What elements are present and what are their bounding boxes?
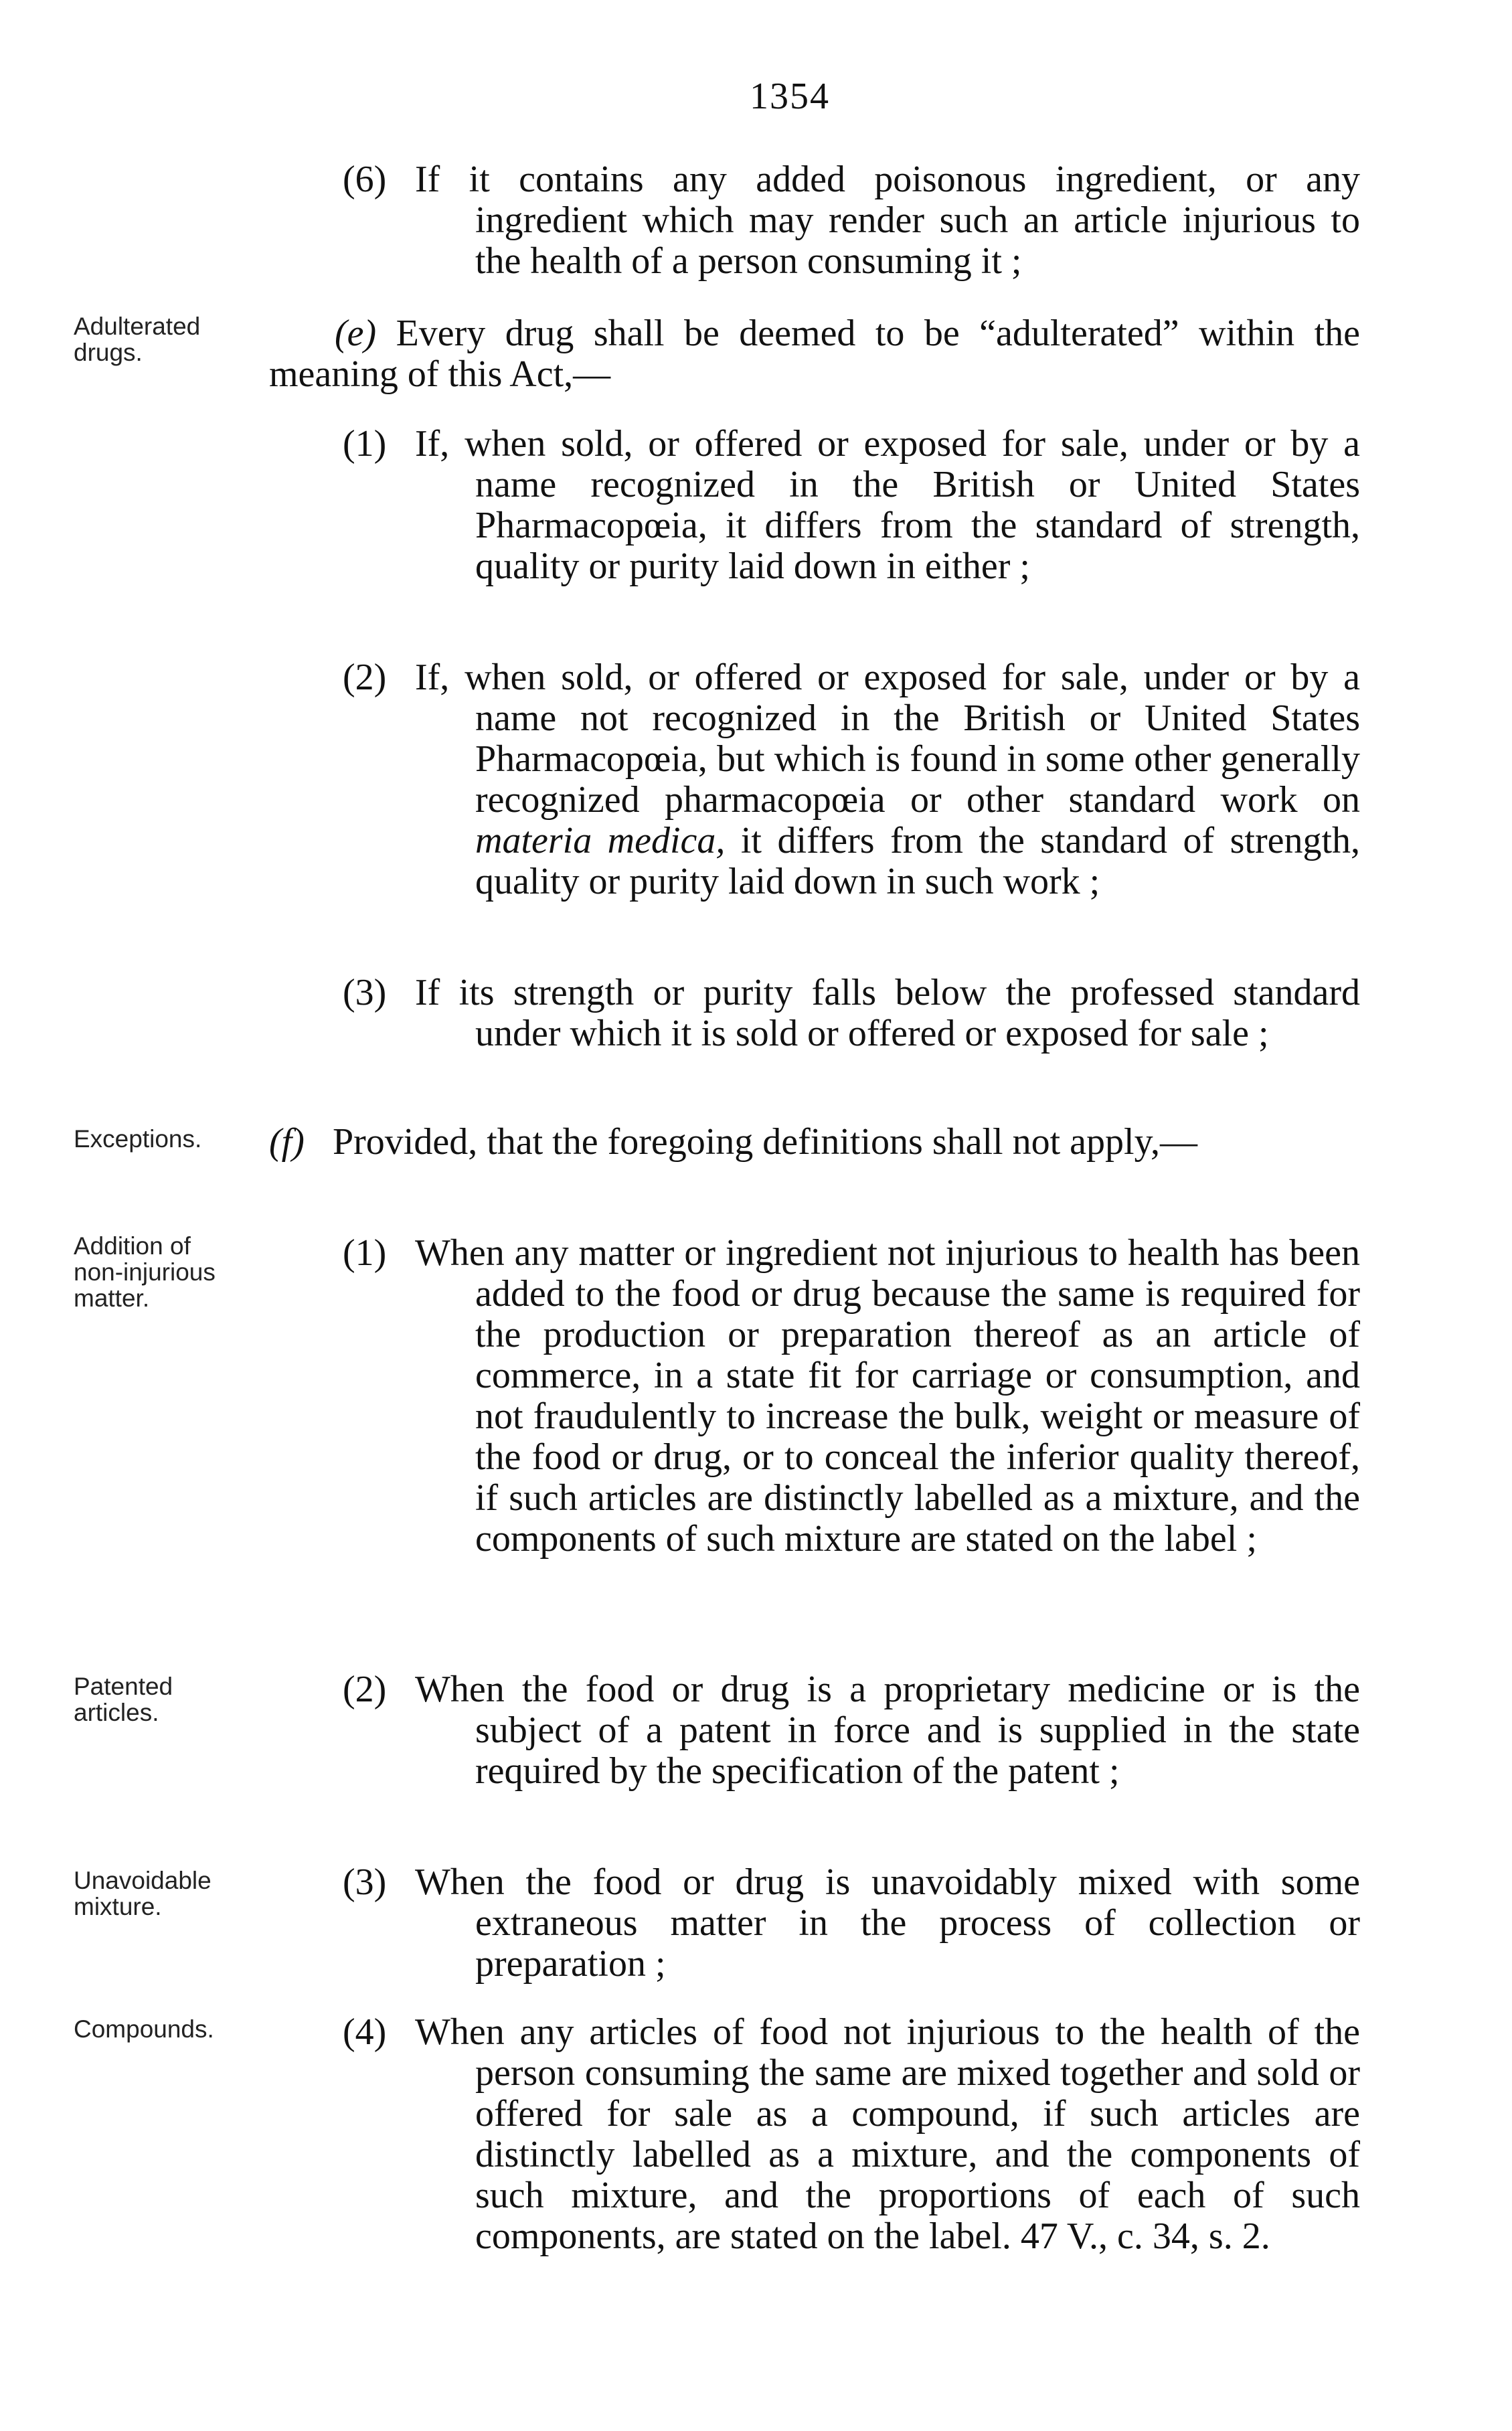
- paragraph-f-label: (f): [269, 1121, 305, 1163]
- drug-clause-3: [343, 973, 1360, 1054]
- drug-clause-2: [343, 657, 1360, 902]
- exception-clause-4: [343, 2012, 1360, 2257]
- clause-6-label: (6): [343, 159, 387, 200]
- margin-note-addition-of-non-injurious-matter: Addition of non-injurious matter.: [74, 1232, 216, 1312]
- drug-clause-1-text: If, when sold, or offered or exposed for sale, under or by a name recognized in the British or United States Pharmacopœia, it differs from the standard of strength, quality or purity laid down in either ;: [415, 423, 1360, 587]
- exception-clause-3: [343, 1862, 1360, 1985]
- paragraph-e-label: (e): [335, 313, 377, 354]
- drug-clause-1: [343, 424, 1360, 587]
- paragraph-f-text: Provided, that the foregoing definitions shall not apply,—: [333, 1121, 1197, 1163]
- margin-note-compounds: Compounds.: [74, 2015, 214, 2043]
- margin-note-unavoidable-mixture: Unavoidable mixture.: [74, 1867, 212, 1920]
- margin-note-adulterated-drugs: Adulterated drugs.: [74, 313, 201, 366]
- clause-6-text: If it contains any added poisonous ingredient, or any ingredient which may render such an article injurious to the health of a person consuming it ;: [415, 159, 1360, 282]
- exception-clause-2: [343, 1669, 1360, 1792]
- exception-clause-2-label: (2): [343, 1669, 387, 1710]
- exception-clause-4-label: (4): [343, 2011, 387, 2053]
- exception-clause-1: [343, 1233, 1360, 1560]
- drug-clause-2-label: (2): [343, 657, 387, 698]
- drug-clause-3-label: (3): [343, 972, 387, 1013]
- paragraph-e: [269, 313, 1360, 395]
- margin-note-exceptions: Exceptions.: [74, 1125, 202, 1153]
- margin-note-patented-articles: Patented articles.: [74, 1673, 173, 1726]
- drug-clause-3-text: If its strength or purity falls below the professed standard under which it is sold or offered or exposed for sale ;: [415, 972, 1360, 1054]
- page-number: 1354: [750, 76, 830, 117]
- drug-clause-1-label: (1): [343, 423, 387, 465]
- exception-clause-3-text: When the food or drug is unavoidably mixed with some extraneous matter in the process of collection or preparation ;: [415, 1861, 1360, 1985]
- drug-clause-2-text-after: it differs from the standard of strength, quality or purity laid down in such work ;: [475, 820, 1360, 902]
- drug-clause-2-text: If, when sold, or offered or exposed for sale, under or by a name not recognized in the British or United States Pharmacopœia, but which is found in some other generally recognized pharmacopœia or other standard work on: [415, 657, 1360, 821]
- drug-clause-2-italic: materia medica,: [475, 820, 726, 861]
- exception-clause-1-label: (1): [343, 1232, 387, 1274]
- exception-clause-2-text: When the food or drug is a proprietary medicine or is the subject of a patent in force and is supplied in the state required by the specification of the patent ;: [415, 1669, 1360, 1792]
- exception-clause-1-text: When any matter or ingredient not injurious to health has been added to the food or drug because the same is required for the production or preparation thereof as an article of commerce, in a state fit for carriage or consumption, and not fraudulently to increase the bulk, weight or measure of the food or drug, or to conceal the inferior quality thereof, if such articles are distinctly labelled as a mixture, and the components of such mixture are stated on the label ;: [415, 1232, 1360, 1560]
- paragraph-f: [269, 1122, 1360, 1163]
- paragraph-e-text: Every drug shall be deemed to be “adulterated” within the meaning of this Act,—: [269, 313, 1360, 395]
- exception-clause-4-text: When any articles of food not injurious to the health of the person consuming the same are mixed together and sold or offered for sale as a compound, if such articles are distinctly labelled as a mixture, and the components of such mixture, and the proportions of each of such components, are stated on the label. 47 V., c. 34, s. 2.: [415, 2011, 1360, 2257]
- clause-6: [343, 159, 1360, 282]
- exception-clause-3-label: (3): [343, 1861, 387, 1903]
